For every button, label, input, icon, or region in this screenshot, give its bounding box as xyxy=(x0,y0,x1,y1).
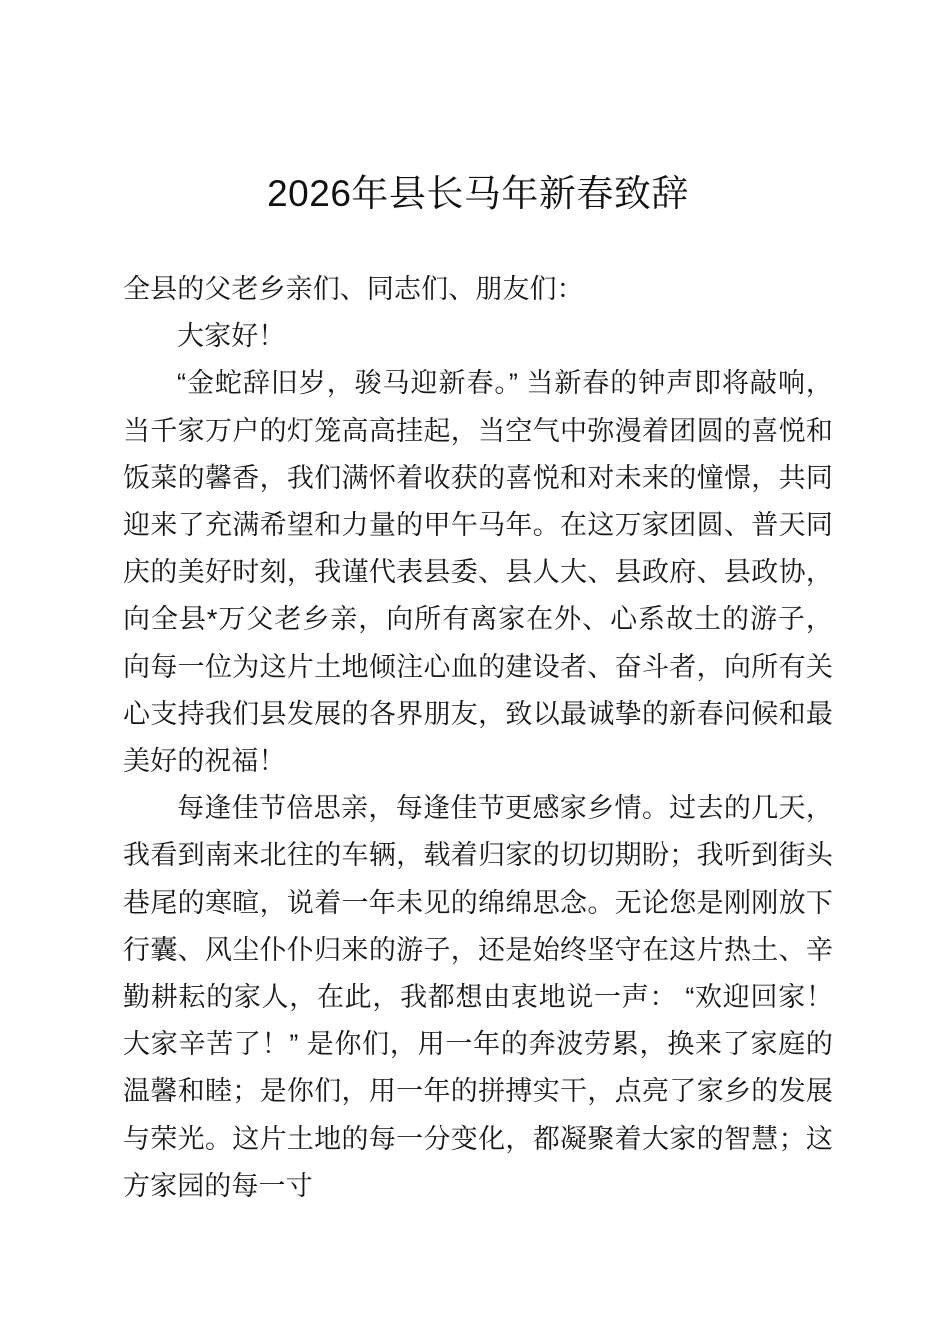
document-title: 2026年县长马年新春致辞 xyxy=(267,173,689,214)
paragraph-body-2: 每逢佳节倍思亲，每逢佳节更感家乡情。过去的几天，我看到南来北往的车辆，载着归家的切切期盼；我听到街头巷尾的寒暄，说着一年未见的绵绵思念。无论您是刚刚放下行囊、风尘仆仆归来的游子，还是始终坚守在这片热土、辛勤耕耘的家人，在此，我都想由衷地说一声： “欢迎回家！大家辛苦了！” 是你们，用一年的奔波劳累，换来了家庭的温馨和睦；是你们，用一年的拼搏实干，点亮了家乡的发展与荣光。这片土地的每一分变化，都凝聚着大家的智慧；这方家园的每一寸 xyxy=(123,793,833,1201)
paragraph-salutation: 全县的父老乡亲们、同志们、朋友们： xyxy=(123,274,584,304)
document-body xyxy=(123,0,833,1210)
paragraph-body-1: “金蛇辞旧岁，骏马迎新春。” 当新春的钟声即将敲响，当千家万户的灯笼高高挂起，当空气中弥漫着团圆的喜悦和饭菜的馨香，我们满怀着收获的喜悦和对未来的憧憬，共同迎来了充满希望和力量的甲午马年。在这万家团圆、普天同庆的美好时刻，我谨代表县委、县人大、县政府、县政协，向全县*万父老乡亲，向所有离家在外、心系故土的游子，向每一位为这片土地倾注心血的建设者、奋斗者，向所有关心支持我们县发展的各界朋友，致以最诚挚的新春问候和最美好的祝福！ xyxy=(123,368,833,777)
paragraph-greeting: 大家好！ xyxy=(177,321,286,352)
